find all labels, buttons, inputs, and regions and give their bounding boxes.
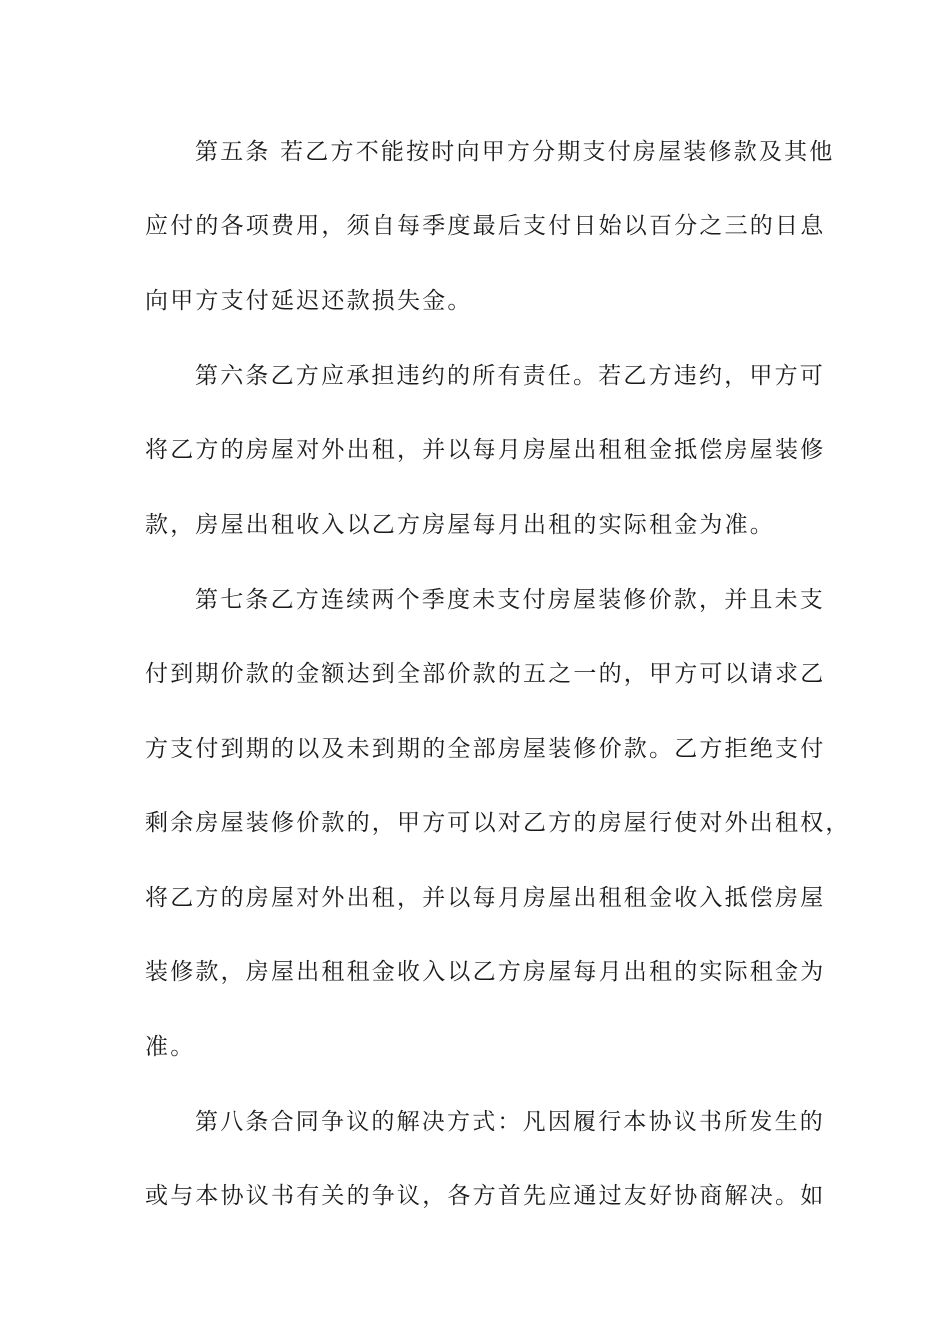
article-7-line-4: 剩余房屋装修价款的，甲方可以对乙方的房屋行使对外出租权， <box>145 810 851 836</box>
article-5-line-2: 应付的各项费用，须自每季度最后支付日始以百分之三的日息 <box>145 213 826 239</box>
article-7-line-1: 第七条乙方连续两个季度未支付房屋装修价款，并且未支 <box>195 587 825 613</box>
article-6-line-3: 款，房屋出租收入以乙方房屋每月出租的实际租金为准。 <box>145 512 775 538</box>
article-5-line-3: 向甲方支付延迟还款损失金。 <box>145 288 473 314</box>
article-6-line-1: 第六条乙方应承担违约的所有责任。若乙方违约，甲方可 <box>195 363 825 389</box>
article-8-line-1: 第八条合同争议的解决方式：凡因履行本协议书所发生的 <box>195 1109 825 1135</box>
article-7-line-2: 付到期价款的金额达到全部价款的五之一的，甲方可以请求乙 <box>145 661 826 687</box>
article-8-line-2: 或与本协议书有关的争议，各方首先应通过友好协商解决。如 <box>145 1183 826 1209</box>
article-6-line-2: 将乙方的房屋对外出租，并以每月房屋出租租金抵偿房屋装修 <box>145 437 826 463</box>
article-7-line-6: 装修款，房屋出租租金收入以乙方房屋每月出租的实际租金为 <box>145 959 826 985</box>
article-7-line-3: 方支付到期的以及未到期的全部房屋装修价款。乙方拒绝支付 <box>145 736 826 762</box>
article-5-line-1: 第五条 若乙方不能按时向甲方分期支付房屋装修款及其他 <box>195 139 835 165</box>
article-7-line-5: 将乙方的房屋对外出租，并以每月房屋出租租金收入抵偿房屋 <box>145 885 826 911</box>
article-7-line-7: 准。 <box>145 1034 196 1060</box>
